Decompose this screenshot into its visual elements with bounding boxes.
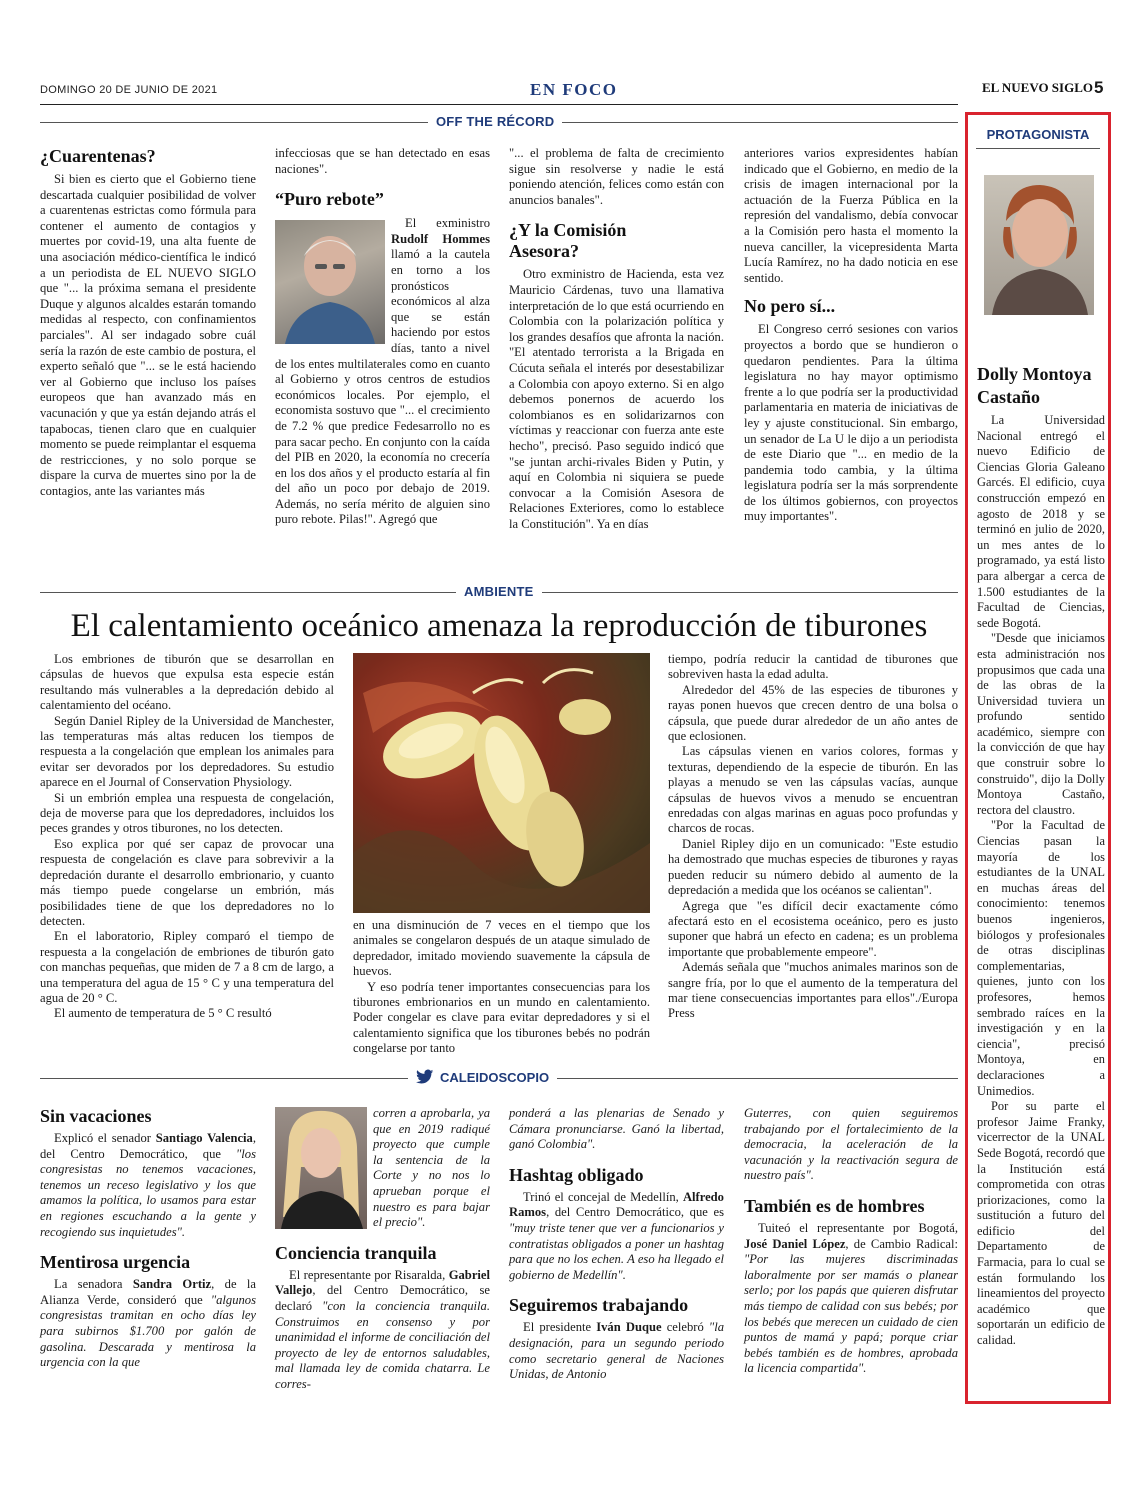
paragraph: en una disminución de 7 veces en el tiempo que los animales se congelaron después de un ataque simulado de depredador, imitado moviendo suavemente la cápsula de huevos. [353,918,650,979]
headline: El calentamiento oceánico amenaza la reproducción de tiburones [70,608,928,644]
caleidoscopio-col-4 [744,1106,958,1377]
paragraph: En el laboratorio, Ripley comparó el tiempo de respuesta a la congelación de embriones de tiburón gato con manchas pequeñas, que miden de 7 a 8 cm de largo, a una temperatura del agua de 15 ° C y una temperatura del agua de 20 ° C. [40,929,334,1005]
paragraph: Si un embrión emplea una respuesta de congelación, deja de moverse para que los depredadores, incluidos los peces grandes y otros tiburones, no los detecten. [40,790,334,836]
paragraph: El aumento de temperatura de 5 ° C resultó [54,1006,272,1021]
brief-title: Hashtag obligado [509,1164,644,1185]
caleidoscopio-col-3 [509,1106,724,1383]
paragraph: Además señala que "muchos animales marinos son de sangre fría, por lo que el aumento de la temperatura del mar tiene consecuencias importantes para ellos"./Europa Press [668,960,958,1021]
protagonist-portrait-photo [984,175,1094,315]
paragraph: "Desde que iniciamos esta administración nos propusimos que cada una de las obras de la Universidad tuviera un profundo sentido académico, siempre con la convicción de que hay que construir sobre lo construido", dijo la Dolly Montoya Castaño, rectora del claustro. [977,631,1105,817]
brief-title: También es de hombres [744,1195,925,1216]
paragraph: Por su parte el profesor Jaime Franky, vicerrector de la UNAL Sede Bogotá, recordó que la Institución está comprometida con otras priorizaciones, como la sustitución a futuro del edificio del Departamento de Farmacia, para lo cual se están formulando los lineamientos del proyecto académico que soportarán un edificio de calidad. [977,1099,1105,1348]
article-no-pero-si [744,146,958,525]
article-text: infecciosas que se han detectado en esas naciones". [275,146,490,176]
paragraph: Según Daniel Ripley de la Universidad de Manchester, las temperaturas más altas reducen los tiempos de respuesta a la congelación que emplean los animales para evitar ser devorados por los depredadores. Su estudio aparece en el Journal of Conservation Physiology. [40,713,334,790]
paragraph: Alrededor del 45% de las especies de tiburones y rayas ponen huevos que crecen dentro de una bolsa o cápsula, que puede durar alrededor de un año antes de que eclosionen. [668,682,958,744]
brief-text: Tuiteó el representante por Bogotá, José Daniel López, de Cambio Radical: "Por las mujeres discriminadas laboralmente por ser mamás o planear serlo; por los papás que quieren disfrutar más tiempo de calidad con sus bebés; por los bebés que merecen un cuidado de cien puntos de mamá y papá; porque criar bebés también es de hombres, aprobada la licencia compartida". [744,1220,958,1376]
article-comision-asesora [509,146,724,532]
paragraph: Daniel Ripley dijo en un comunicado: "Este estudio ha demostrado que muchas especies de tiburones y rayas pueden reducir su número debido al aumento de la depredación a medida que los océanos se calientan". [668,836,958,898]
paragraph: Y eso podría tener importantes consecuencias para los tiburones embrionarios en un mundo en calentamiento. Poder congelar es clave para evitar depredadores y si el calentamiento significa que los tiburones bebés no podrán congelarse por tanto [353,979,650,1056]
brief-text: Trinó el concejal de Medellín, Alfredo Ramos, del Centro Democrático, que es "muy triste tener que ver a funcionarios y contratistas obligados a poner un hashtag para que no los echen. A eso ha llegado el gobierno de Medellín". [509,1189,724,1282]
paragraph: Eso explica por qué ser capaz de provocar una respuesta de congelación es clave para sobrevivir a la depredación durante el desarrollo embrionario, y cuanto más tiempo puede congelarse un embrión, más posibilidades tiene de que los depredadores no lo detecten. [40,836,334,928]
section-label-off-the-record: OFF THE RÉCORD [428,114,562,129]
paragraph: La Universidad Nacional entregó el nuevo Edificio de Ciencias Gloria Galeano Garcés. El edificio, cuya construcción empezó en agosto de 2018 y se terminó en julio de 2020, un mes antes de lo programado, ya está listo para albergar a cerca de 1.500 estudiantes de la Facultad de Ciencias, sede Bogotá. [977,413,1105,630]
article-title: ¿Cuarentenas? [40,146,156,166]
article-title: ¿Y la Comisión Asesora? [509,220,627,262]
caleidoscopio-col-2 [275,1106,490,1393]
brief-text: El representante por Risaralda, Gabriel Vallejo, del Centro Democrático, se declaró "con la conciencia tranquila. Construimos en consenso y por unanimidad el informe de conciliación del proyecto de ley de entornos saludables, mal llamada ley de comida chatarra. Le corres- [275,1267,490,1391]
article-text: anteriores varios expresidentes habían indicado que el Gobierno, en medio de la crisis de imagen internacional por la actuación de la Fuerza Pública en la represión del vandalismo, debía convocar a la Comisión pero hasta el momento la nueva canciller, la vicepresidenta Marta Lucía Ramírez, no ha dado noticia en ese sentido. [744,146,958,285]
section-label-caleidoscopio: CALEIDOSCOPIO [408,1069,557,1085]
article-cuarentenas [40,146,256,499]
brief-title: Sin vacaciones [40,1106,152,1126]
page-number: 5 [1094,78,1104,97]
portrait-photo [275,220,385,344]
brief-text: El presidente Iván Duque celebró "la designación, para un segundo periodo como secretario general de Naciones Unidas, de Antonio [509,1320,724,1382]
ambiente-col-3 [668,652,958,1022]
brief-text: ponderá a las plenarias de Senado y Cámara pronunciarse. Ganó la libertad, ganó Colombia". [509,1106,724,1152]
article-text: Si bien es cierto que el Gobierno tiene descartada cualquier posibilidad de volver a cuarentenas estrictas como fórmula para contener el aumento de contagios y muertes por covid-19, una alta fuente de una asociación médico-científica le indicó a un periodista de EL NUEVO SIGLO que "... la próxima semana el presidente Duque y algunos alcaldes estarán tomando medidas al respecto, con confinamientos parciales". Al ser indagado sobre cuál sería la razón de este cambio de postura, el experto señaló que "... se le está haciendo ver al Gobierno que incluso los países europeos que han avanzado más en vacunación y que ya están dejando atrás el tapabocas, tienen claro que en cualquier momento se puede reimplantar el esquema de restricciones, y no solo porque se dispare la curva de muertes sino por la de contagios, ante las variantes más [40,172,256,498]
shark-egg-capsules-photo [353,653,650,913]
person-name: Rudolf Hommes [391,231,490,246]
protagonist-name: Dolly Montoya Castaño [977,364,1092,407]
paragraph: "Por la Facultad de Ciencias pasan la mayoría de los estudiantes de la UNAL en muchas áreas del conocimiento: tenemos buenos ingenieros, biólogos y profesionales de otras disciplinas complementarias, quienes, junto con los profesores, hemos sembrado raíces en la investigación y en la ciencia", precisó Montoya, en declaraciones a Unimedios. [977,818,1105,1098]
ambiente-col-1 [40,652,334,1022]
brief-title: Mentirosa urgencia [40,1252,191,1273]
brief-text: Explicó el senador Santiago Valencia, del Centro Democrático, que "los congresistas no tenemos vacaciones, tenemos un receso legislativo y los que amamos la política, lo usamos para estar en regiones escuchando a la gente y recogiendo sus inquietudes". [40,1131,256,1239]
article-text: El Congreso cerró sesiones con varios proyectos a bordo que se hundieron o quedaron pendientes. Para la última legislatura no hay mayor optimismo frente a lo que podría ser la productividad parlamentaria en materia de iniciativas de ley y ajuste constitucional. Sin embargo, un senador de La U le dijo a un periodista de este Diario que "... en medio de la pandemia todo cambia, y la última legislatura podría ser la más sorprendente de los últimos gobiernos, con proyectos muy importantes". [744,322,958,524]
paragraph: Las cápsulas vienen en varios colores, formas y texturas, dependiendo de la especie de tiburón. En las playas a menudo se ven las cápsulas vacías, aunque cápsulas de huevos vivos a menudo se encuentran enredadas con algas marinas en aguas poco profundas y charcos de rocas. [668,744,958,836]
article-title: No pero sí... [744,296,836,317]
protagonista-box [965,112,1111,1404]
caleidoscopio-col-1 [40,1106,256,1371]
page-date: DOMINGO 20 DE JUNIO DE 2021 [40,84,218,96]
ambiente-col-2 [353,918,650,1057]
section-label-protagonista: PROTAGONISTA [986,127,1090,142]
brand-logo: EL NUEVO SIGLO [982,80,1093,95]
article-text: El exministro Rudolf Hommes llamó a la cautela en torno a los pronósticos económicos al alza que se están haciendo por estos días, tanto a nivel de los entes multilaterales como en cuanto al Gobierno y otros centros de estudios económicos locales. Por ejemplo, el economista sostuvo que "... el crecimiento de 7.2 % que predice Fedesarrollo no es para sacar pecho. En conjunto con la caída del PIB en 2020, la economía no crecería en los dos años y el producto estaría al fin del año un poco por debajo de 2019. Además, no sería mérito de alguien sino puro rebote. Pilas!". Agregó que [275,216,490,527]
paragraph: tiempo, podría reducir la cantidad de tiburones que sobreviven hasta la edad adulta. [668,652,958,682]
paragraph: Agrega que "es difícil decir exactamente cómo afectará esto en el ecosistema oceánico, pero es justo suponer que habrá un efecto en cadena; es un problema importante que probablemente empeore". [668,898,958,959]
brief-title: Conciencia tranquila [275,1242,437,1263]
twitter-bird-icon [416,1069,434,1085]
section-label-ambiente: AMBIENTE [456,584,542,599]
paragraph: Los embriones de tiburón que se desarrollan en cápsulas de huevos que expulsa esta especie están resultando más vulnerables a la depredación debido al calentamiento del océano. [40,652,334,713]
brief-title: Seguiremos trabajando [509,1295,689,1316]
header-rule [40,104,958,105]
section-title: EN FOCO [530,80,618,99]
brief-text: corren a aprobarla, ya que en 2019 radiqué proyecto que cumple la sentencia de la Corte y no nos lo aprueban porque el nuestro es para bajar el precio". [373,1106,490,1230]
article-text: "... el problema de falta de crecimiento sigue sin resolverse y nadie le está poniendo atención, felices como están con anuncios banales". [509,146,724,207]
brief-text: La senadora Sandra Ortiz, de la Alianza Verde, consideró que "algunos congresistas tramitan en ocho días ley para subirnos $1.700 por galón de gasolina. Descarada y mentirosa la urgencia con la que [40,1277,257,1370]
article-puro-rebote [275,146,490,528]
article-text: Otro exministro de Hacienda, esta vez Mauricio Cárdenas, tuvo una llamativa interpretación de lo que está ocurriendo en Colombia con la polarización política y los grandes desafíos que afronta la nación. "El atentado terrorista a la Brigada en Cúcuta señala el interés por desestabilizar a Colombia con apoyo externo. Si en algo debemos ponernos de acuerdo los colombianos es en solidarizarnos con víctimas y reaccionar con fuerza ante este hecho", precisó. Paso seguido indicó que "se juntan archi-rivales Biden y Putin, y aquí en Colombia ni siquiera se puede convocar a la Comisión Asesora de Relaciones Exteriores, como lo establece la Constitución". Ya en días [509,267,724,531]
article-title: “Puro rebote” [275,189,384,210]
brief-text: Guterres, con quien seguiremos trabajando por el fortalecimiento de la democracia, la aceleración de la vacunación y la reactivación segura de nuestro país". [744,1106,958,1183]
